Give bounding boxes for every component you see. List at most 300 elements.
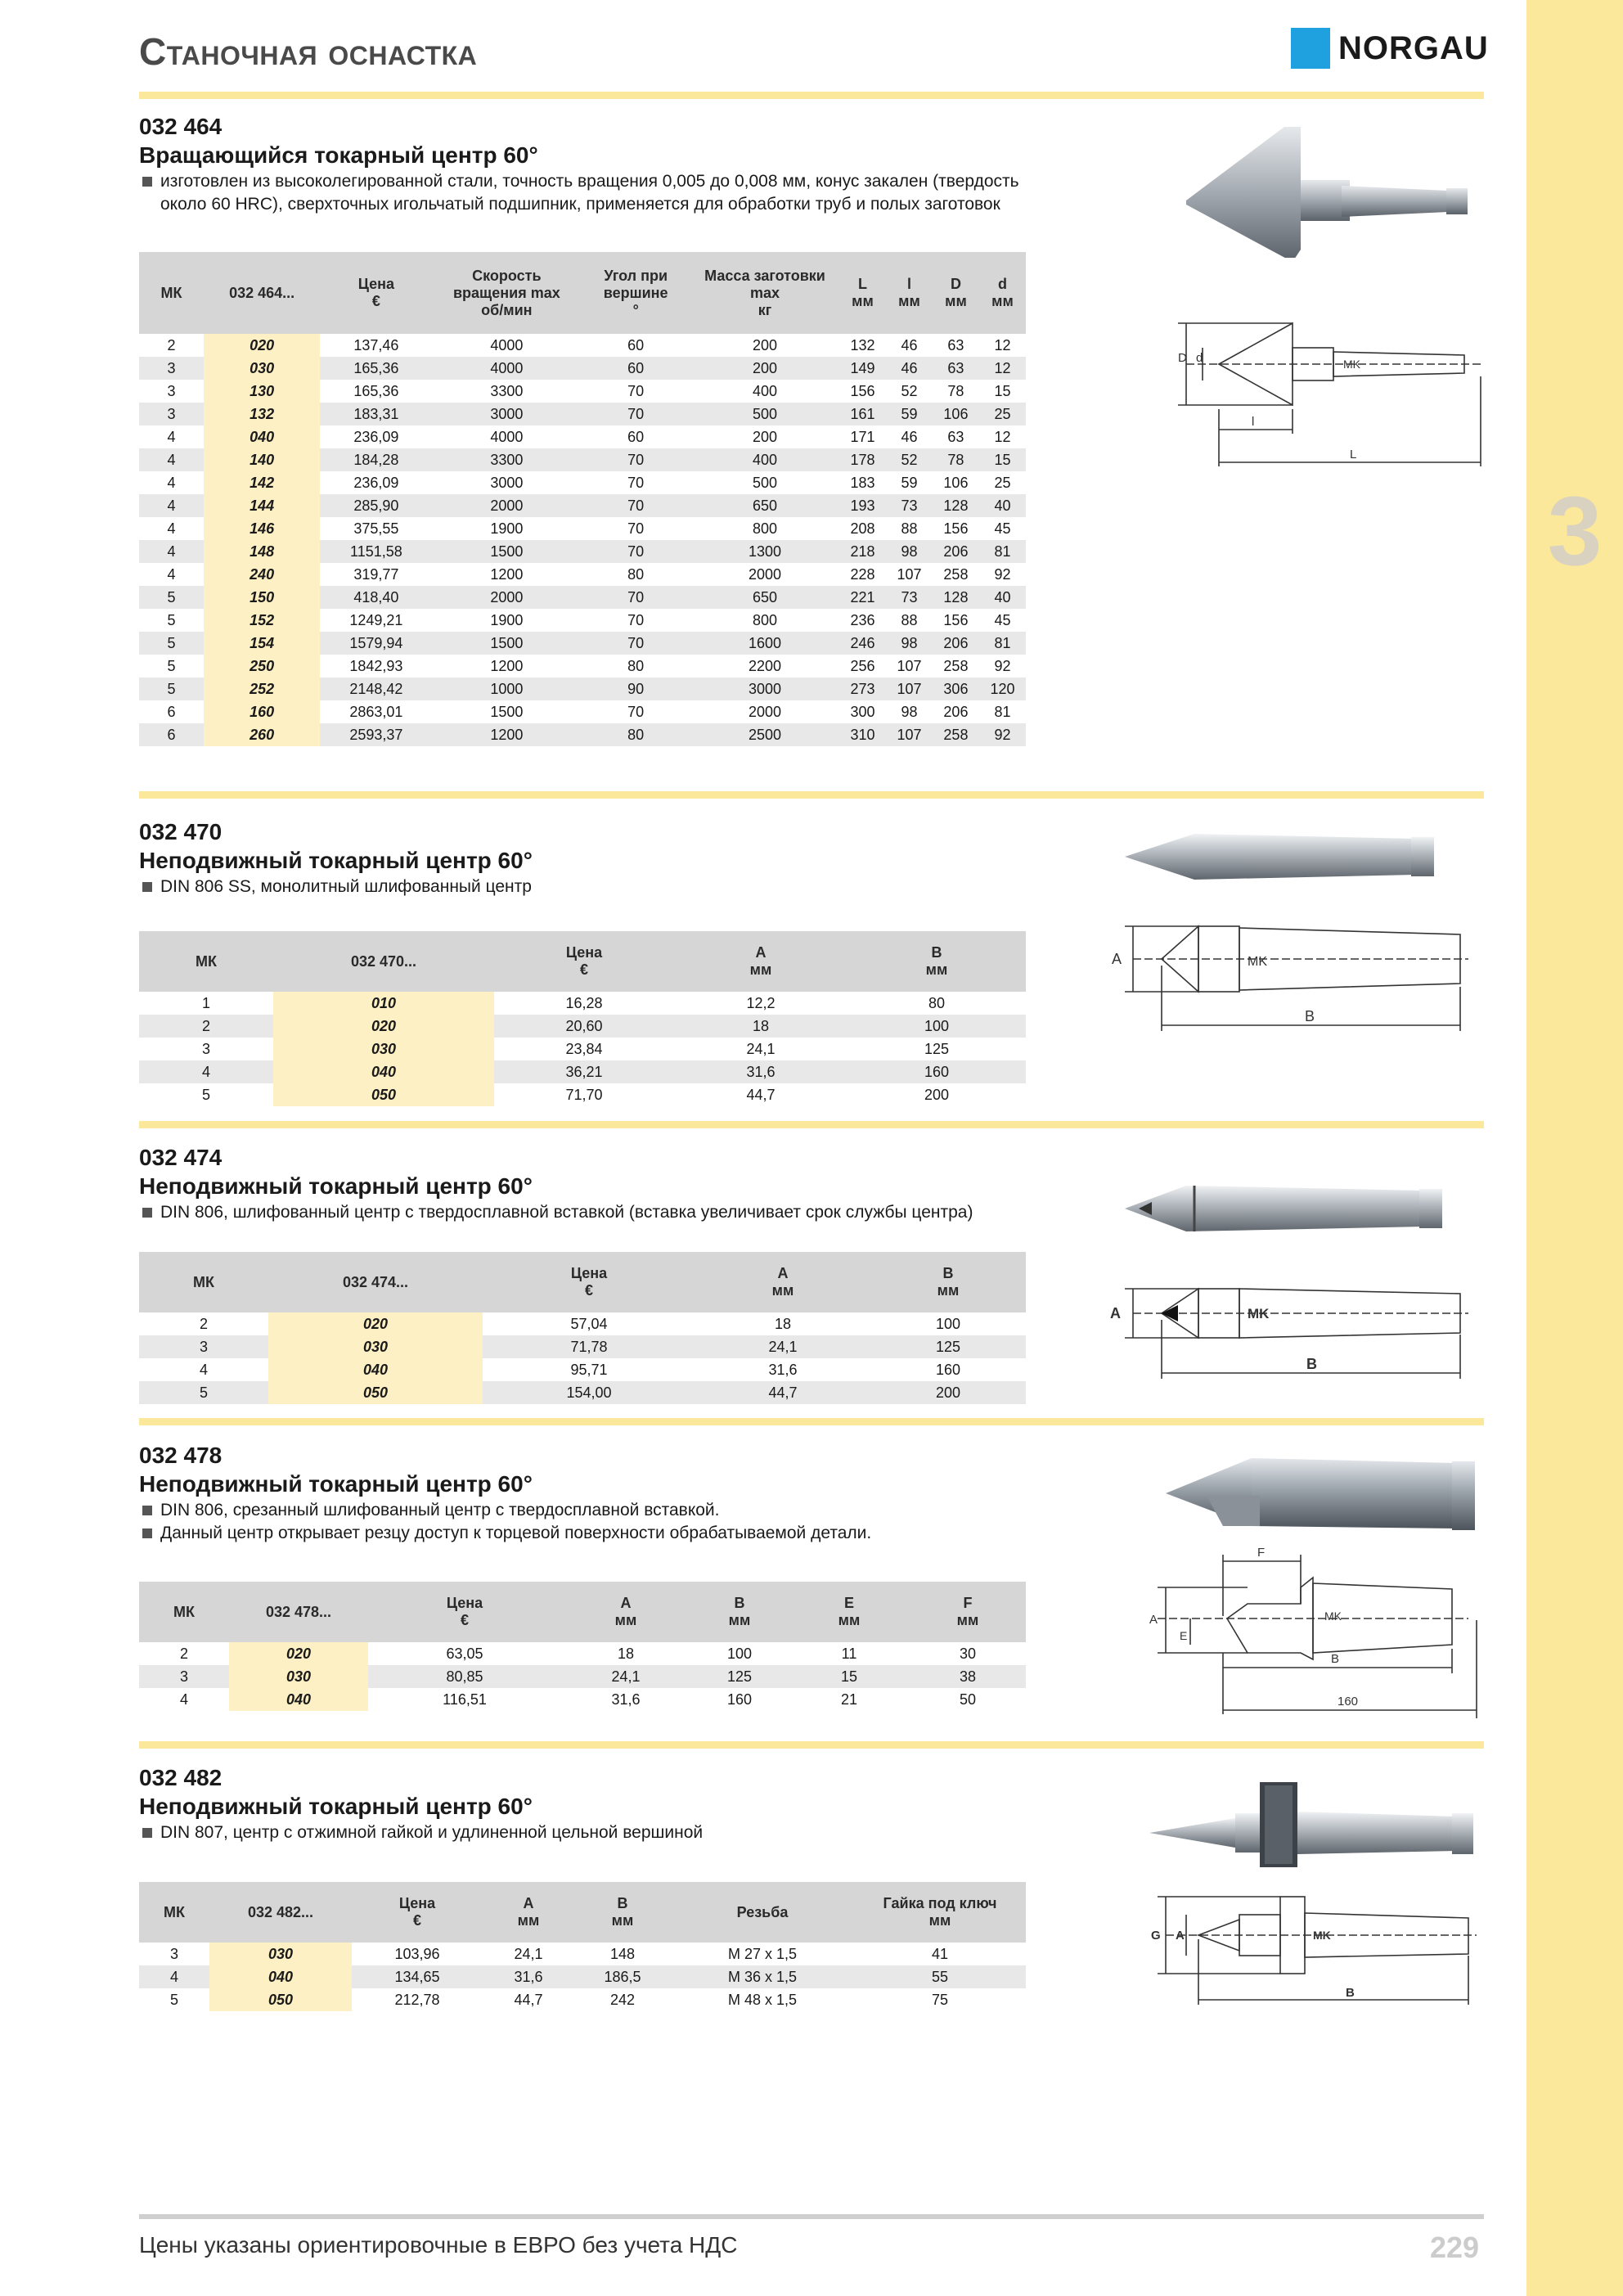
table-cell: 206 xyxy=(933,632,979,655)
table-cell: 3 xyxy=(139,1335,268,1358)
table-cell: 208 xyxy=(850,520,875,537)
spec-table-032464 xyxy=(139,252,1026,746)
table-cell: 100 xyxy=(847,1015,1026,1038)
table-cell: 45 xyxy=(994,520,1011,537)
table-cell: 800 xyxy=(752,520,778,537)
article-code-cell: 130 xyxy=(204,380,320,403)
product-section-032470 xyxy=(139,818,1039,898)
table-cell: 3 xyxy=(139,1665,229,1688)
table-cell: 206 xyxy=(933,540,979,563)
article-code-cell: 142 xyxy=(204,471,320,494)
drawing-label: A xyxy=(1149,1613,1158,1627)
table-cell: 3000 xyxy=(690,678,839,700)
table-cell: 258 xyxy=(933,723,979,746)
table-cell: 80 xyxy=(928,995,946,1011)
column-header: Скорость вращения max об/мин xyxy=(432,252,581,334)
table-cell: 200 xyxy=(690,357,839,380)
table-row xyxy=(139,609,1026,632)
product-code: 032 464 xyxy=(139,114,223,139)
column-header: МК xyxy=(139,1882,209,1943)
separator xyxy=(139,1418,1484,1425)
table-cell: 18 xyxy=(617,1645,635,1662)
table-cell: 650 xyxy=(690,494,839,517)
table-cell: 4 xyxy=(139,1965,209,1988)
table-cell: 1579,94 xyxy=(320,632,432,655)
table-cell: 45 xyxy=(994,612,1011,628)
table-cell: 18 xyxy=(674,1015,847,1038)
table-cell: 63,05 xyxy=(446,1645,483,1662)
table-cell: 2 xyxy=(179,1645,188,1662)
table-cell: 106 xyxy=(943,475,969,491)
table-cell: 98 xyxy=(901,704,918,720)
table-cell: 149 xyxy=(839,357,886,380)
table-cell: 4 xyxy=(139,448,204,471)
product-name: Неподвижный токарный центр 60° xyxy=(139,1471,533,1497)
table-row xyxy=(139,1965,1026,1988)
article-code-cell: 030 xyxy=(273,1038,494,1060)
table-cell: 156 xyxy=(943,520,969,537)
table-cell: 1500 xyxy=(432,632,581,655)
table-cell: 300 xyxy=(850,704,875,720)
table-cell: 400 xyxy=(752,383,778,399)
table-row xyxy=(139,586,1026,609)
table-cell: 319,77 xyxy=(353,566,399,583)
table-cell: 92 xyxy=(979,723,1026,746)
table-cell: 81 xyxy=(979,540,1026,563)
table-cell: 1000 xyxy=(432,678,581,700)
table-cell: 95,71 xyxy=(570,1362,608,1378)
table-cell: 273 xyxy=(839,678,886,700)
table-cell: 500 xyxy=(752,475,778,491)
footer-note: Цены указаны ориентировочные в ЕВРО без учета НДС xyxy=(139,2232,738,2258)
column-header: l мм xyxy=(886,252,933,334)
drawing-label: A xyxy=(1176,1929,1185,1943)
article-code-cell: 160 xyxy=(204,700,320,723)
table-row xyxy=(139,700,1026,723)
product-code: 032 470 xyxy=(139,819,223,844)
column-header: d мм xyxy=(979,252,1026,334)
description-line: DIN 807, центр с отжимной гайкой и удлиненной цельной вершиной xyxy=(160,1823,704,1842)
table-cell: 12 xyxy=(994,337,1011,353)
table-cell: 228 xyxy=(850,566,875,583)
table-row xyxy=(139,1312,1026,1335)
table-cell: 80,85 xyxy=(368,1665,561,1688)
table-header-row xyxy=(139,931,1026,992)
table-cell: 183 xyxy=(850,475,875,491)
table-cell: 120 xyxy=(979,678,1026,700)
drawing-label: G xyxy=(1151,1929,1161,1943)
description-line: Данный центр открывает резцу доступ к торцевой поверхности обрабатываемой детали. xyxy=(160,1524,872,1542)
table-cell: 2863,01 xyxy=(349,704,403,720)
table-cell: 78 xyxy=(947,383,964,399)
column-header: Резьба xyxy=(671,1882,854,1943)
logo-text: NORGAU xyxy=(1338,29,1489,66)
column-header: L мм xyxy=(839,252,886,334)
article-code-cell: 020 xyxy=(229,1642,368,1665)
table-cell: 55 xyxy=(854,1965,1026,1988)
table-cell: 221 xyxy=(839,586,886,609)
table-cell: 3300 xyxy=(490,383,524,399)
table-cell: 5 xyxy=(139,1381,268,1404)
table-row xyxy=(139,1083,1026,1106)
table-cell: 12 xyxy=(994,429,1011,445)
column-header: МК xyxy=(139,1582,229,1642)
table-cell: 50 xyxy=(959,1691,977,1708)
table-row xyxy=(139,380,1026,403)
table-cell: 2 xyxy=(139,1015,273,1038)
separator xyxy=(139,92,1484,99)
table-cell: 4 xyxy=(139,494,204,517)
description-line: около 60 HRC), сверхточных игольчатый подшипник, применяется для обработки труб и полых заготовок xyxy=(160,195,1000,214)
product-description xyxy=(139,1821,1039,1844)
table-cell: 165,36 xyxy=(320,357,432,380)
table-cell: 81 xyxy=(994,704,1011,720)
table-cell: 200 xyxy=(752,337,778,353)
dead-center-drawing xyxy=(1100,916,1468,1039)
table-cell: 24,1 xyxy=(561,1665,690,1688)
drawing-label: B xyxy=(1305,1008,1315,1024)
table-cell: 2 xyxy=(199,1316,208,1332)
column-header: B мм xyxy=(574,1882,671,1943)
article-code-cell: 040 xyxy=(209,1965,352,1988)
table-row xyxy=(139,678,1026,700)
article-code-cell: 154 xyxy=(204,632,320,655)
table-cell: 1900 xyxy=(490,612,524,628)
spec-table-032478 xyxy=(139,1582,1026,1711)
table-cell: 134,65 xyxy=(352,1965,483,1988)
table-row xyxy=(139,632,1026,655)
table-row xyxy=(139,425,1026,448)
table-cell: 2500 xyxy=(690,723,839,746)
table-cell: 6 xyxy=(139,723,204,746)
table-cell: 186,5 xyxy=(574,1965,671,1988)
table-header-row xyxy=(139,1252,1026,1312)
spec-table-032470 xyxy=(139,931,1026,1106)
table-cell: 12 xyxy=(979,357,1026,380)
table-cell: 125 xyxy=(690,1665,789,1688)
table-row xyxy=(139,723,1026,746)
drawing-label: MK xyxy=(1248,955,1267,969)
table-cell: 30 xyxy=(959,1645,977,1662)
table-cell: 70 xyxy=(627,704,645,720)
product-code: 032 482 xyxy=(139,1765,223,1790)
table-cell: 80 xyxy=(627,658,645,674)
table-cell: 46 xyxy=(901,429,918,445)
table-cell: 100 xyxy=(935,1316,961,1332)
table-cell: 4 xyxy=(179,1691,188,1708)
table-cell: 4 xyxy=(167,520,176,537)
table-cell: 3 xyxy=(201,1041,210,1057)
article-code-cell: 020 xyxy=(204,334,320,357)
table-cell: 24,1 xyxy=(695,1335,870,1358)
product-description xyxy=(139,1201,1039,1224)
table-cell: 107 xyxy=(897,566,922,583)
table-row xyxy=(139,1335,1026,1358)
column-header: Угол при вершине ° xyxy=(581,252,690,334)
drawing-label: d xyxy=(1196,351,1203,365)
column-header: Цена € xyxy=(352,1882,483,1943)
table-cell: 16,28 xyxy=(565,995,603,1011)
table-cell: 107 xyxy=(886,723,933,746)
table-cell: 46 xyxy=(901,337,918,353)
table-cell: 38 xyxy=(910,1665,1026,1688)
table-cell: 12,2 xyxy=(746,995,776,1011)
article-code-cell: 030 xyxy=(268,1335,483,1358)
spec-table-032482 xyxy=(139,1882,1026,2011)
column-header: B мм xyxy=(690,1582,789,1642)
page-number: 229 xyxy=(1430,2231,1480,2264)
table-cell: 3 xyxy=(167,383,176,399)
article-code-cell: 020 xyxy=(273,1015,494,1038)
column-header: E мм xyxy=(789,1582,910,1642)
table-cell: 70 xyxy=(627,475,645,491)
table-cell: 1 xyxy=(201,995,210,1011)
table-cell: 88 xyxy=(901,612,918,628)
table-cell: 206 xyxy=(943,704,969,720)
table-cell: 5 xyxy=(201,1087,210,1103)
article-code-cell: 030 xyxy=(204,357,320,380)
table-row xyxy=(139,334,1026,357)
table-header-row xyxy=(139,1582,1026,1642)
product-section-032478 xyxy=(139,1442,1039,1545)
table-cell: 4000 xyxy=(490,429,524,445)
column-header: Цена € xyxy=(320,252,432,334)
table-cell: 125 xyxy=(870,1335,1026,1358)
table-cell: 31,6 xyxy=(483,1965,574,1988)
column-header: МК xyxy=(139,252,204,334)
article-code-cell: 040 xyxy=(268,1358,483,1381)
table-cell: 212,78 xyxy=(394,1992,440,2008)
article-code-cell: 132 xyxy=(204,403,320,425)
table-cell: 246 xyxy=(839,632,886,655)
table-cell: 90 xyxy=(581,678,690,700)
product-code: 032 478 xyxy=(139,1443,223,1468)
column-header: Цена € xyxy=(494,931,674,992)
separator xyxy=(139,1741,1484,1749)
table-cell: 73 xyxy=(886,586,933,609)
table-row xyxy=(139,1943,1026,1965)
table-cell: 258 xyxy=(943,566,969,583)
table-cell: 236,09 xyxy=(353,429,399,445)
logo-square-icon xyxy=(1291,28,1330,69)
column-header: МК xyxy=(139,931,273,992)
table-cell: 5 xyxy=(167,612,176,628)
column-header: МК xyxy=(139,1252,268,1312)
drawing-label: 160 xyxy=(1338,1695,1359,1708)
table-row xyxy=(139,992,1026,1015)
table-cell: 1249,21 xyxy=(349,612,403,628)
table-row xyxy=(139,1015,1026,1038)
drawing-label: L xyxy=(1350,448,1357,461)
table-cell: 107 xyxy=(886,678,933,700)
table-cell: 1200 xyxy=(490,566,524,583)
table-cell: 40 xyxy=(979,586,1026,609)
table-cell: 4 xyxy=(167,566,176,583)
table-cell: 63 xyxy=(947,337,964,353)
column-header: Гайка под ключ мм xyxy=(854,1882,1026,1943)
column-header: Цена € xyxy=(368,1582,561,1642)
table-row xyxy=(139,1988,1026,2011)
table-cell: 2000 xyxy=(432,494,581,517)
table-cell: 4000 xyxy=(490,337,524,353)
drawing-label: A xyxy=(1110,1305,1121,1321)
table-cell: 11 xyxy=(841,1645,857,1662)
table-cell: 200 xyxy=(924,1087,950,1103)
article-code-cell: 030 xyxy=(229,1665,368,1688)
table-cell: 20,60 xyxy=(494,1015,674,1038)
table-cell: 70 xyxy=(581,494,690,517)
table-cell: 285,90 xyxy=(320,494,432,517)
table-cell: 242 xyxy=(609,1992,636,2008)
table-cell: 98 xyxy=(886,540,933,563)
table-header-row xyxy=(139,252,1026,334)
drawing-label: E xyxy=(1180,1629,1188,1642)
product-name: Неподвижный токарный центр 60° xyxy=(139,1794,533,1819)
drawing-label: F xyxy=(1257,1546,1266,1560)
table-cell: 1500 xyxy=(490,704,524,720)
table-cell: 1500 xyxy=(432,540,581,563)
table-cell: 21 xyxy=(840,1691,858,1708)
product-section-032464 xyxy=(139,113,1039,216)
table-cell: 2000 xyxy=(748,566,782,583)
table-cell: 3000 xyxy=(432,403,581,425)
live-center-photo xyxy=(1178,110,1489,258)
table-cell: 156 xyxy=(943,612,969,628)
table-header-row xyxy=(139,1882,1026,1943)
brand-logo xyxy=(1291,28,1489,69)
table-cell: 160 xyxy=(935,1362,961,1378)
description-line: DIN 806, шлифованный центр с твердосплавной вставкой (вставка увеличивает срок службы центра) xyxy=(160,1203,973,1222)
product-description xyxy=(139,1522,1039,1545)
column-header: B мм xyxy=(847,931,1026,992)
table-cell: 70 xyxy=(581,448,690,471)
table-cell: 4 xyxy=(167,475,176,491)
table-cell: 218 xyxy=(839,540,886,563)
article-code-cell: 020 xyxy=(268,1312,483,1335)
drawing-label: B xyxy=(1331,1652,1340,1666)
table-cell: 24,1 xyxy=(514,1946,543,1962)
cut-center-drawing xyxy=(1141,1538,1485,1722)
table-cell: 92 xyxy=(994,658,1011,674)
table-cell: 137,46 xyxy=(353,337,399,353)
table-cell: 178 xyxy=(839,448,886,471)
table-cell: 3300 xyxy=(432,448,581,471)
table-cell: 5 xyxy=(139,632,204,655)
table-cell: 3 xyxy=(139,403,204,425)
cut-center-photo xyxy=(1162,1448,1489,1546)
product-section-032482 xyxy=(139,1764,1039,1844)
table-cell: 160 xyxy=(726,1691,753,1708)
table-cell: 63 xyxy=(933,357,979,380)
table-cell: 5 xyxy=(139,586,204,609)
footer-separator xyxy=(139,2214,1484,2219)
table-cell: 4 xyxy=(139,1060,273,1083)
page-title: Станочная оснастка xyxy=(139,30,478,73)
table-cell: 1900 xyxy=(490,520,524,537)
table-cell: 80 xyxy=(627,566,645,583)
table-row xyxy=(139,1038,1026,1060)
drawing-label: MK xyxy=(1313,1929,1331,1942)
separator xyxy=(139,1121,1484,1128)
table-row xyxy=(139,1642,1026,1665)
article-code-cell: 050 xyxy=(268,1381,483,1404)
spec-table-032474 xyxy=(139,1252,1026,1404)
article-code-cell: 140 xyxy=(204,448,320,471)
column-header: A мм xyxy=(561,1582,690,1642)
table-cell: 46 xyxy=(886,357,933,380)
table-cell: 25 xyxy=(994,475,1011,491)
table-cell: 44,7 xyxy=(514,1992,543,2008)
table-cell: 800 xyxy=(752,612,778,628)
article-code-cell: 150 xyxy=(204,586,320,609)
table-cell: 6 xyxy=(167,704,176,720)
article-code-cell: 040 xyxy=(204,425,320,448)
article-code-cell: 030 xyxy=(209,1943,352,1965)
dead-center-photo xyxy=(1121,822,1456,888)
table-cell: 103,96 xyxy=(394,1946,440,1962)
table-cell: 2593,37 xyxy=(320,723,432,746)
article-code-cell: 152 xyxy=(204,609,320,632)
table-cell: 306 xyxy=(933,678,979,700)
article-code-cell: 050 xyxy=(273,1083,494,1106)
table-cell: 171 xyxy=(850,429,875,445)
table-cell: 44,7 xyxy=(746,1087,776,1103)
table-cell: 4 xyxy=(199,1362,208,1378)
table-cell: 200 xyxy=(752,429,778,445)
table-cell: 2000 xyxy=(432,586,581,609)
table-cell: 375,55 xyxy=(353,520,399,537)
drawing-label: MK xyxy=(1248,1306,1270,1321)
nut-center-drawing xyxy=(1141,1890,1493,2013)
table-cell: 70 xyxy=(581,403,690,425)
table-cell: 44,7 xyxy=(695,1381,870,1404)
product-name: Неподвижный токарный центр 60° xyxy=(139,848,533,873)
table-cell: 184,28 xyxy=(320,448,432,471)
table-cell: 160 xyxy=(847,1060,1026,1083)
table-cell: 70 xyxy=(581,632,690,655)
table-cell: 2 xyxy=(167,337,176,353)
table-cell: 88 xyxy=(901,520,918,537)
table-cell: 31,6 xyxy=(674,1060,847,1083)
table-cell: 18 xyxy=(774,1316,792,1332)
table-cell: 24,1 xyxy=(746,1041,776,1057)
table-cell: 107 xyxy=(897,658,922,674)
table-cell: 98 xyxy=(886,632,933,655)
carbide-center-photo xyxy=(1121,1174,1464,1244)
table-cell: M 48 x 1,5 xyxy=(727,1992,798,2008)
product-section-032474 xyxy=(139,1144,1039,1224)
table-cell: 2200 xyxy=(748,658,782,674)
table-cell: 236,09 xyxy=(353,475,399,491)
chapter-number: 3 xyxy=(1547,476,1603,586)
table-cell: 15 xyxy=(994,383,1011,399)
column-header: A мм xyxy=(695,1252,870,1312)
product-name: Неподвижный токарный центр 60° xyxy=(139,1173,533,1199)
table-cell: 70 xyxy=(627,383,645,399)
table-cell: 128 xyxy=(933,494,979,517)
table-cell: 236 xyxy=(850,612,875,628)
table-cell: 4 xyxy=(139,540,204,563)
column-header: A мм xyxy=(674,931,847,992)
column-header: D мм xyxy=(933,252,979,334)
sidebar-edge xyxy=(1520,0,1526,2296)
drawing-label: MK xyxy=(1343,358,1360,371)
table-cell: 1200 xyxy=(432,723,581,746)
table-cell: 310 xyxy=(839,723,886,746)
article-code-cell: 250 xyxy=(204,655,320,678)
table-cell: 4000 xyxy=(432,357,581,380)
table-cell: 70 xyxy=(627,520,645,537)
